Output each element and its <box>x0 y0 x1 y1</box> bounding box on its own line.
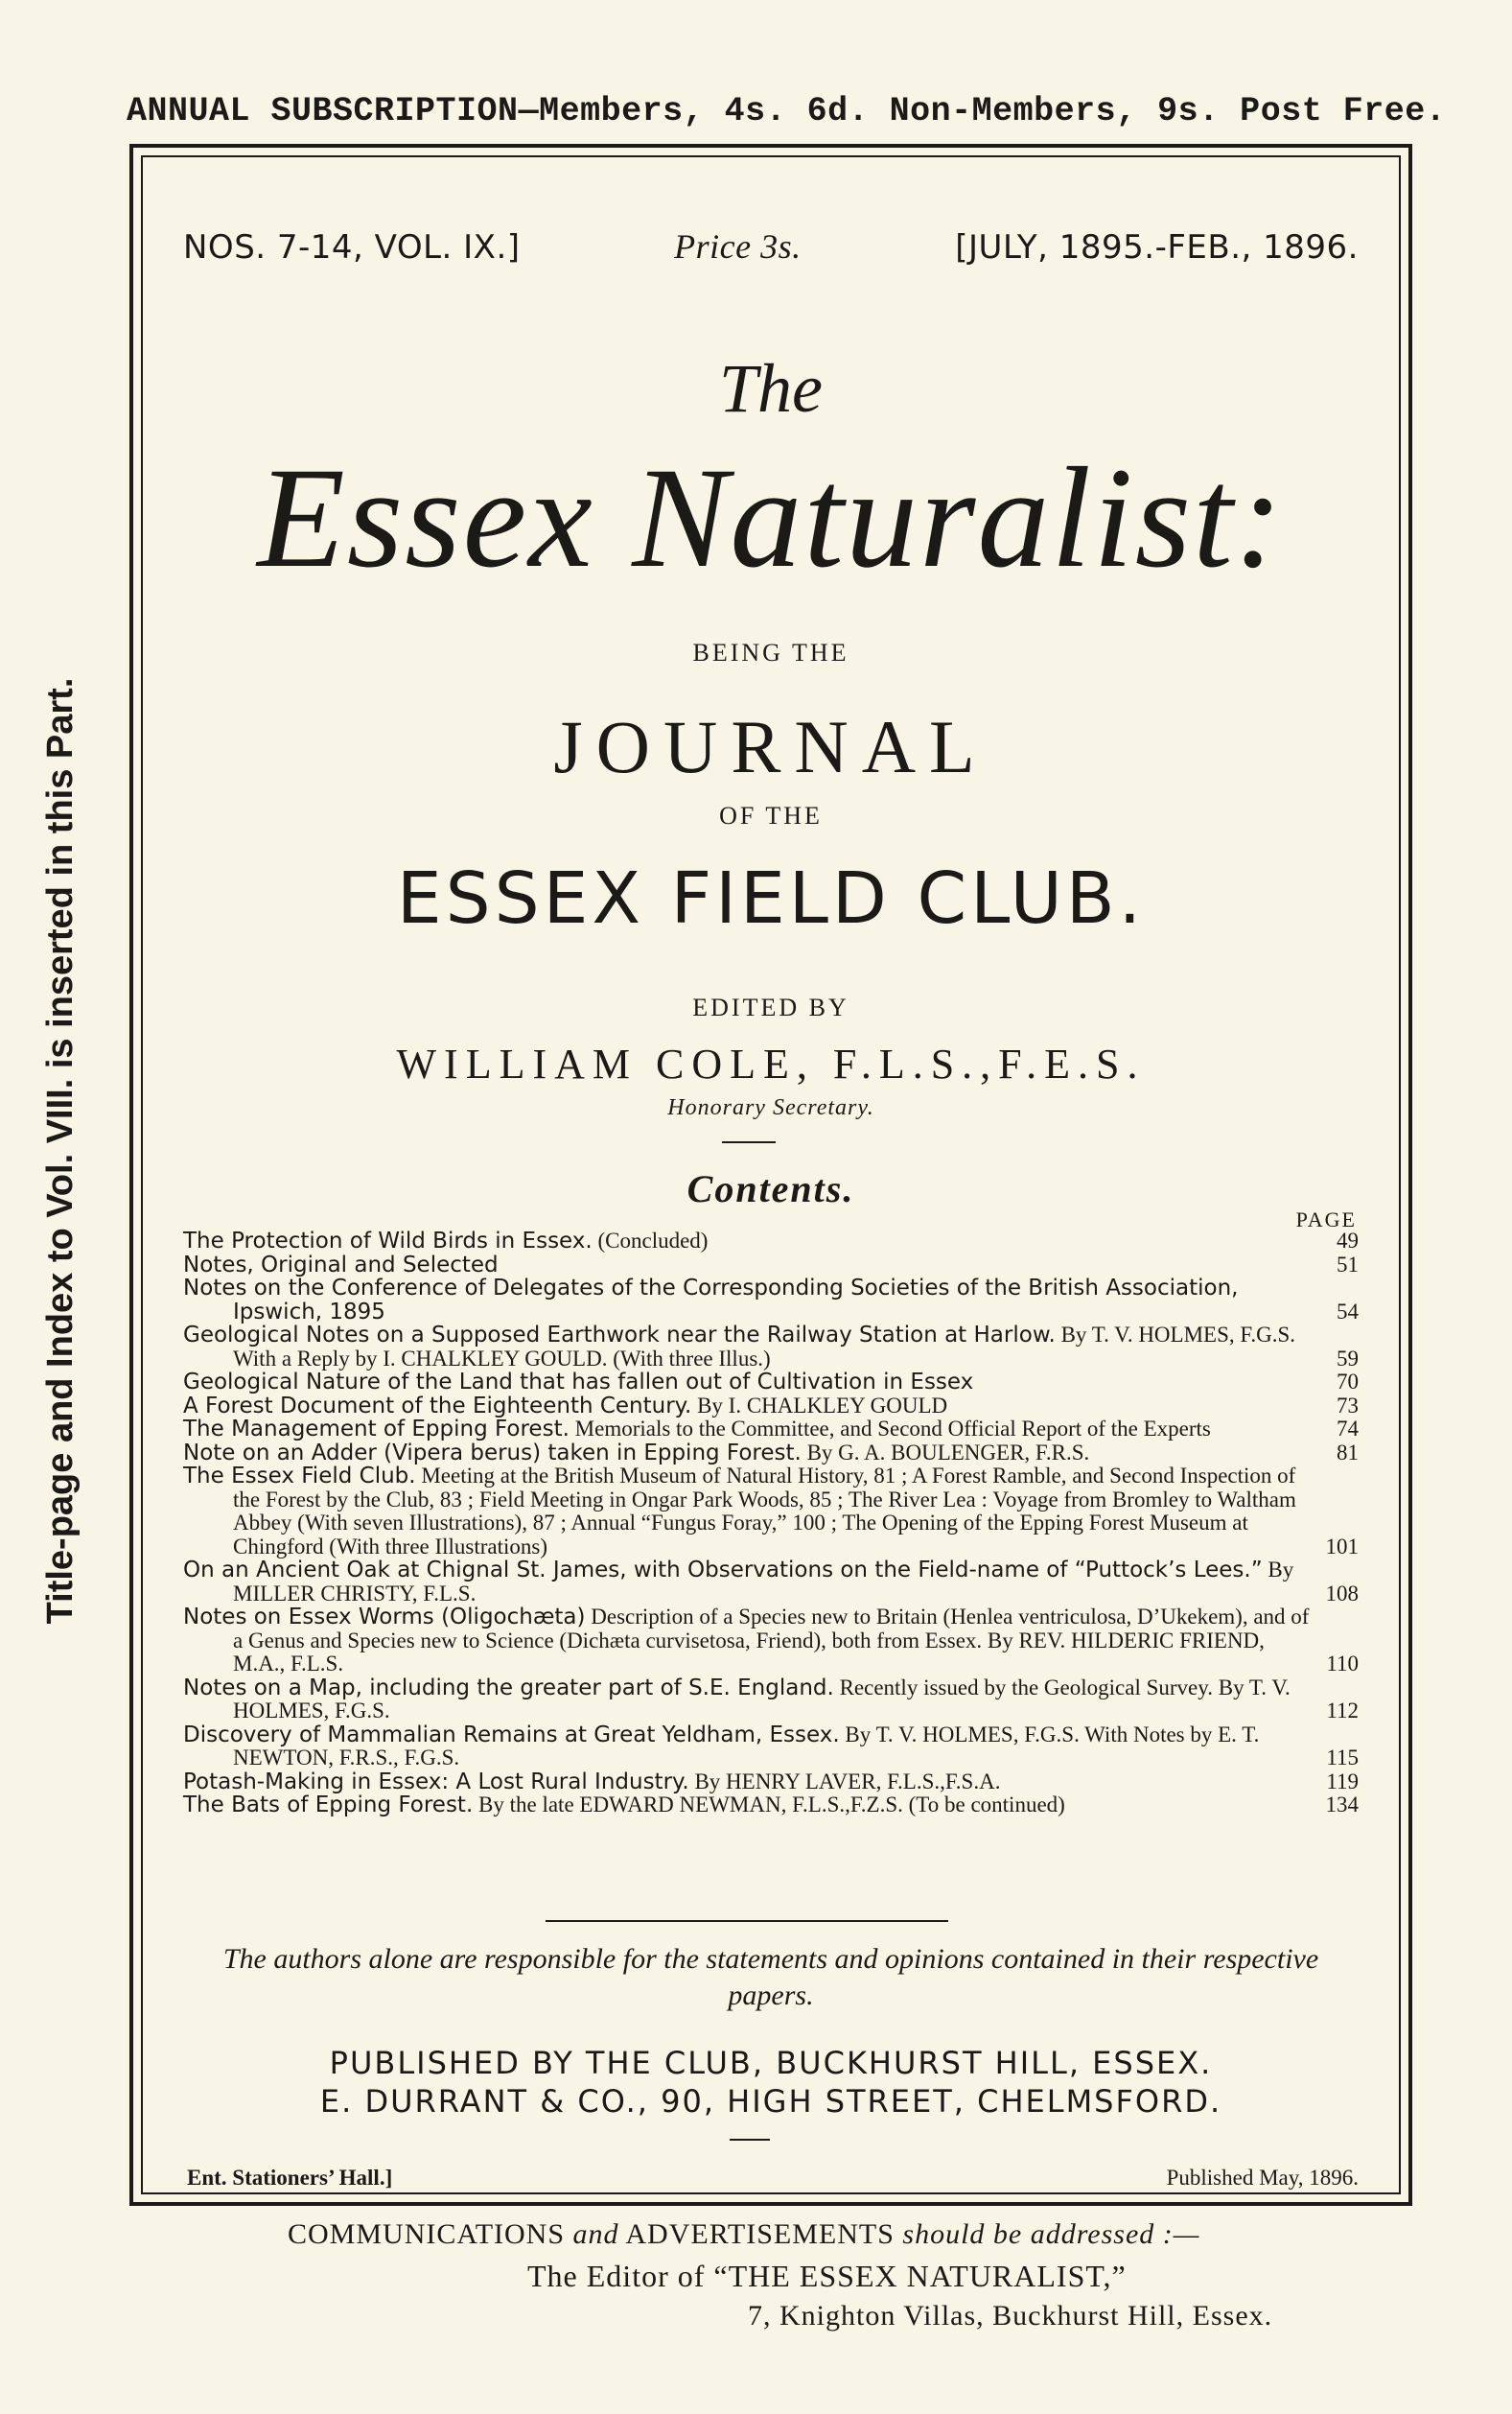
contents-entry <box>183 1277 1359 1324</box>
contents-entry <box>183 1418 1359 1441</box>
edited-by: EDITED BY <box>692 994 849 1021</box>
contents-entry <box>183 1793 1359 1817</box>
contents-entry-detail: Meeting at the British Museum of Natural History, 81 ; A Forest Ramble, and Second Inspection of the Forest by the Club, 83 ; Field Meeting in Ongar Park Woods, 85 ; The River Lea : Voyage from Bromley to Waltham Abbey (With seven Illustrations), 87 ; Annual “Fungus Foray,” 100 ; The Opening of the Epping Forest Museum at Chingford (With three Illustrations) <box>233 1464 1296 1559</box>
contents-entry-text <box>183 1770 1313 1794</box>
contents-entry-title: A Forest Document of the Eighteenth Century. <box>183 1393 692 1418</box>
contents-entry <box>183 1230 1359 1254</box>
contents-entry-text <box>183 1418 1313 1441</box>
divider <box>722 1141 776 1143</box>
contents-entry-text <box>183 1230 1313 1254</box>
contents-entry-page: 49 <box>1337 1229 1359 1253</box>
contents-entry <box>183 1324 1359 1371</box>
contents-entry-page: 51 <box>1337 1252 1359 1277</box>
masthead-the: The <box>719 350 823 427</box>
contents-entry-text <box>183 1559 1313 1605</box>
contents-entry-title: Notes on the Conference of Delegates of the Corresponding Societies of the British Association, Ipswich, 1895 <box>183 1276 1239 1324</box>
authors-notice: The authors alone are responsible for the statements and opinions contained in their respective papers. <box>222 1943 1319 2011</box>
contents-entry <box>183 1605 1359 1676</box>
contents-entry-detail: By I. CHALKLEY GOULD <box>697 1393 948 1418</box>
contents-entry-detail: Recently issued by the Geological Survey. By T. V. HOLMES, F.G.S. <box>233 1675 1291 1723</box>
contents-entry-title: Notes on a Map, including the greater part of S.E. England. <box>183 1675 834 1700</box>
contents-entry-text <box>183 1441 1313 1465</box>
side-note: Title-page and Index to Vol. VIII. is inserted in this Part. <box>40 677 81 1625</box>
being-the: BEING THE <box>692 639 849 667</box>
contents-entry <box>183 1371 1359 1394</box>
editor-name: WILLIAM COLE, F.L.S.,F.E.S. <box>396 1041 1146 1088</box>
contents-entry <box>183 1770 1359 1794</box>
contents-entry-page: 110 <box>1326 1652 1359 1676</box>
contents-entry <box>183 1723 1359 1770</box>
contents-entry-page: 134 <box>1325 1793 1359 1816</box>
contents-entry <box>183 1394 1359 1418</box>
publisher-line-2: E. DURRANT & CO., 90, HIGH STREET, CHELMSFORD. <box>319 2083 1222 2120</box>
contents-entry-page: 59 <box>1337 1346 1359 1371</box>
communications-line-2: The Editor of “THE ESSEX NATURALIST,” <box>527 2259 1127 2293</box>
contents-entry-detail: By T. V. HOLMES, F.G.S. With a Reply by I. CHALKLEY GOULD. (With three Illus.) <box>233 1323 1295 1371</box>
contents-entry-page: 108 <box>1325 1581 1359 1605</box>
publisher-line-1: PUBLISHED BY THE CLUB, BUCKHURST HILL, ESSEX. <box>329 2045 1213 2081</box>
issue-dates: [JULY, 1895.-FEB., 1896. <box>955 228 1359 267</box>
issue-row <box>183 226 1359 267</box>
contents-entry-detail: By MILLER CHRISTY, F.L.S. <box>233 1558 1294 1605</box>
contents-entry-detail: By HENRY LAVER, F.L.S.,F.S.A. <box>694 1769 1001 1793</box>
addressed-label: should be addressed :— <box>902 2218 1200 2250</box>
contents-entry-text <box>183 1371 1313 1394</box>
divider <box>546 1920 948 1922</box>
contents-entry-title: Note on an Adder (Vipera berus) taken in Epping Forest. <box>183 1440 802 1465</box>
contents-entry-text <box>183 1793 1313 1817</box>
page-column-label: PAGE <box>1295 1207 1357 1231</box>
contents-entry-title: The Management of Epping Forest. <box>183 1417 570 1441</box>
contents-entry-title: Potash-Making in Essex: A Lost Rural Industry. <box>183 1769 689 1794</box>
communications-line-1 <box>288 2218 1199 2251</box>
contents-entry-title: Notes, Original and Selected <box>183 1252 499 1277</box>
contents-entry-page: 119 <box>1326 1769 1359 1793</box>
issue-numbers: NOS. 7-14, VOL. IX.] <box>183 228 521 267</box>
contents-entry-title: The Essex Field Club. <box>183 1464 416 1488</box>
cover-inner-frame <box>141 155 1401 2194</box>
contents-entry-detail: Memorials to the Committee, and Second Official Report of the Experts <box>574 1417 1211 1441</box>
contents-entry-page: 74 <box>1337 1417 1359 1441</box>
of-the: OF THE <box>719 802 823 830</box>
contents-entry <box>183 1676 1359 1723</box>
contents-entry-page: 54 <box>1337 1299 1359 1324</box>
contents-entry <box>183 1254 1359 1277</box>
contents-entry <box>183 1465 1359 1559</box>
contents-entry-text <box>183 1723 1313 1770</box>
contents-entry-title: On an Ancient Oak at Chignal St. James, with Observations on the Field-name of “Puttock’s Lees.” <box>183 1558 1263 1582</box>
table-of-contents <box>183 1230 1359 1817</box>
contents-entry-detail: (Concluded) <box>597 1229 709 1253</box>
contents-entry-title: Notes on Essex Worms (Oligochæta) <box>183 1605 586 1629</box>
contents-entry-title: Geological Nature of the Land that has fallen out of Cultivation in Essex <box>183 1370 974 1394</box>
stationers-hall: Ent. Stationers’ Hall.] <box>187 2166 393 2190</box>
advertisements-label: ADVERTISEMENTS <box>625 2218 895 2250</box>
contents-entry-page: 73 <box>1337 1393 1359 1418</box>
contents-entry-title: The Bats of Epping Forest. <box>183 1793 474 1817</box>
divider <box>730 2139 770 2141</box>
communications-line-3: 7, Knighton Villas, Buckhurst Hill, Essex. <box>748 2300 1273 2332</box>
contents-entry-detail: By G. A. BOULENGER, F.R.S. <box>806 1440 1090 1465</box>
contents-entry-text <box>183 1394 1313 1418</box>
contents-entry-page: 81 <box>1337 1440 1359 1465</box>
contents-entry <box>183 1441 1359 1465</box>
contents-entry-text <box>183 1324 1313 1371</box>
contents-entry-text <box>183 1254 1313 1277</box>
club-name: ESSEX FIELD CLUB. <box>396 857 1146 940</box>
contents-entry-detail: Description of a Species new to Britain (Henlea ventriculosa, D’Ukekem), and of a Genus and Species new to Science (Dichæta curvisetosa, Friend), both from Essex. By REV. HILDERIC FRIEND, M.A., F.L.S. <box>233 1605 1310 1676</box>
contents-entry-detail: By the late EDWARD NEWMAN, F.L.S.,F.Z.S. (To be continued) <box>478 1793 1065 1816</box>
contents-entry-text <box>183 1277 1313 1324</box>
contents-entry-detail: By T. V. HOLMES, F.G.S. With Notes by E. T. NEWTON, F.R.S., F.G.S. <box>233 1722 1260 1769</box>
contents-entry-text <box>183 1465 1313 1559</box>
masthead-title: Essex Naturalist: <box>257 438 1285 598</box>
contents-entry-title: Geological Notes on a Supposed Earthwork near the Railway Station at Harlow. <box>183 1323 1056 1348</box>
issue-price: Price 3s. <box>674 227 802 266</box>
editor-role: Honorary Secretary. <box>667 1095 874 1120</box>
contents-entry <box>183 1559 1359 1605</box>
contents-heading: Contents. <box>686 1167 855 1210</box>
contents-entry-page: 115 <box>1326 1746 1359 1769</box>
cover-frame <box>129 144 1412 2206</box>
subscription-line: ANNUAL SUBSCRIPTION—Members, 4s. 6d. Non-Members, 9s. Post Free. <box>127 92 1447 130</box>
journal-heading: JOURNAL <box>553 705 989 788</box>
contents-entry-page: 112 <box>1326 1699 1359 1723</box>
communications-and: and <box>572 2218 619 2250</box>
communications-label: COMMUNICATIONS <box>288 2218 566 2250</box>
contents-entry-page: 101 <box>1325 1534 1359 1559</box>
contents-entry-title: Discovery of Mammalian Remains at Great Yeldham, Essex. <box>183 1722 840 1747</box>
contents-entry-text <box>183 1605 1313 1676</box>
contents-entry-page: 70 <box>1337 1370 1359 1394</box>
contents-entry-text <box>183 1676 1313 1723</box>
published-date: Published May, 1896. <box>1166 2166 1359 2190</box>
contents-entry-title: The Protection of Wild Birds in Essex. <box>183 1229 593 1254</box>
